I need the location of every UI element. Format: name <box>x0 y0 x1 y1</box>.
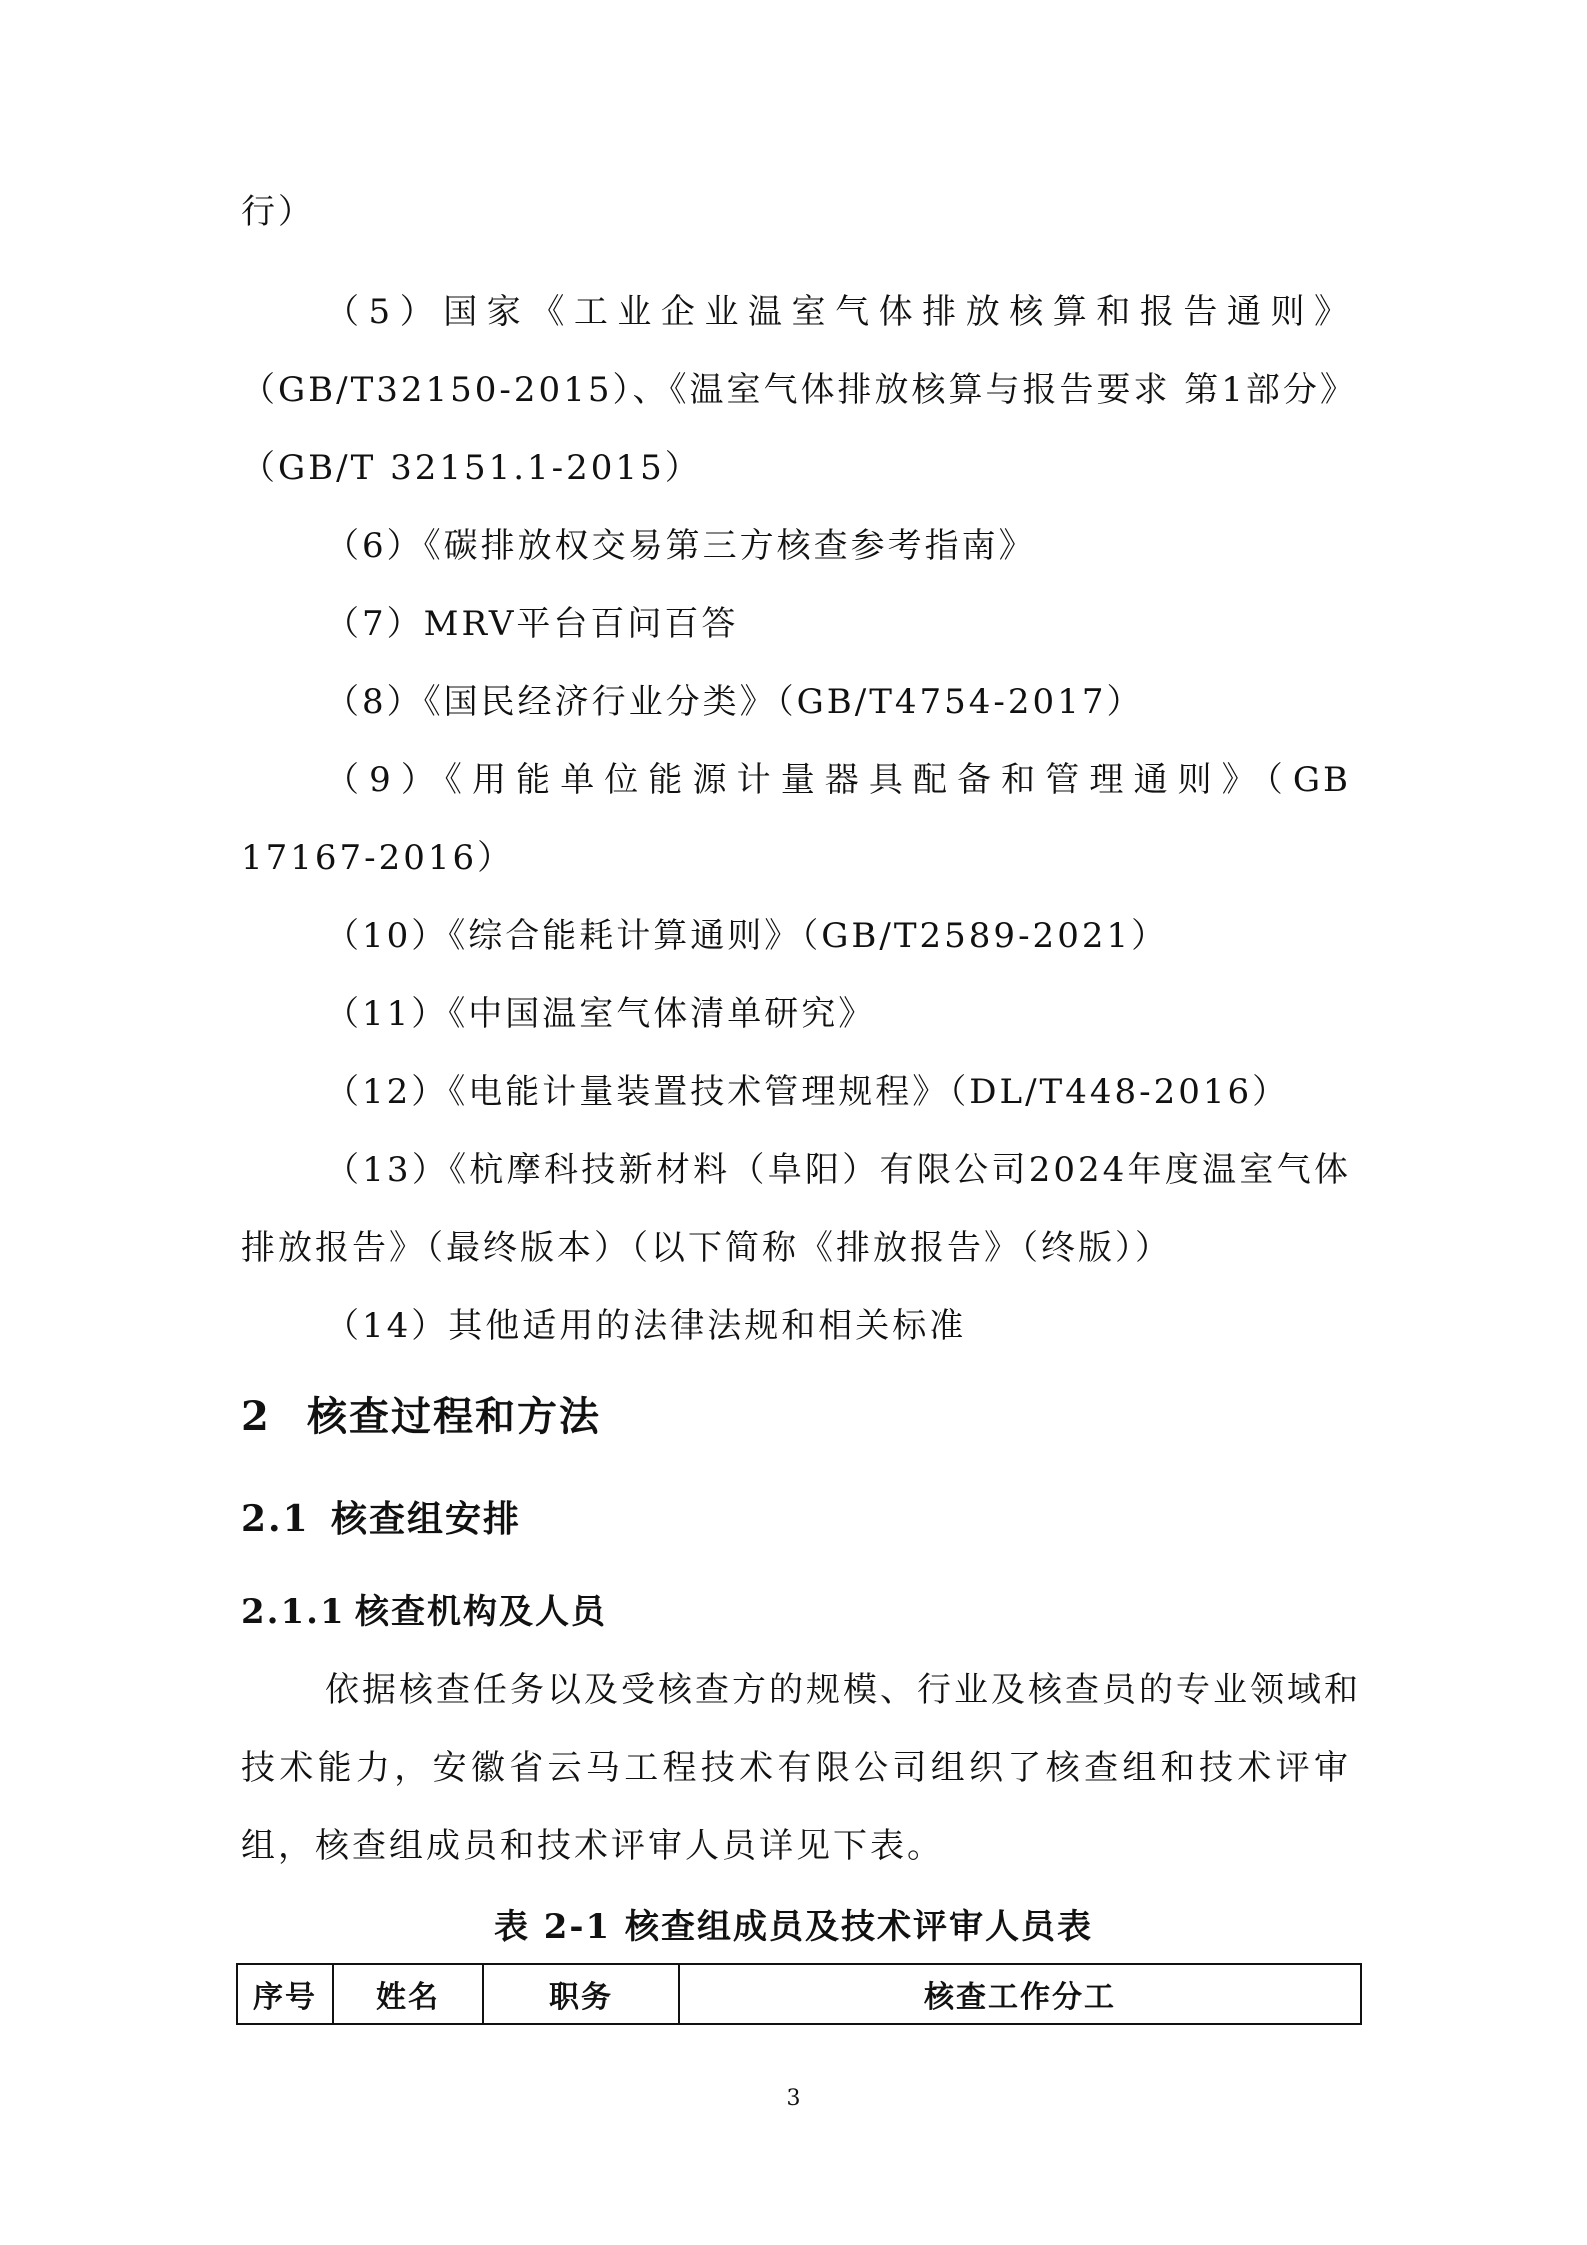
body-paragraph-line: 组，核查组成员和技术评审人员详见下表。 <box>241 1826 944 1866</box>
body-paragraph-line: 技术能力，安徽省云马工程技术有限公司组织了核查组和技术评审 <box>241 1748 1351 1788</box>
list-item-12: （12）《电能计量装置技术管理规程》（DL/T448-2016） <box>325 1072 1290 1112</box>
column-header-index: 序号 <box>237 1964 333 2024</box>
page-number: 3 <box>786 2086 801 2111</box>
column-header-duty: 核查工作分工 <box>679 1964 1361 2024</box>
section-title: 核查组安排 <box>331 1498 522 1540</box>
staff-table <box>236 1963 1362 2025</box>
body-paragraph-line: 依据核查任务以及受核查方的规模、行业及核查员的专业领域和 <box>325 1670 1361 1710</box>
list-item-8: （8）《国民经济行业分类》（GB/T4754-2017） <box>325 682 1144 722</box>
table-caption: 表 2-1 核查组成员及技术评审人员表 <box>493 1907 1094 1947</box>
section-heading-2 <box>241 1392 601 1442</box>
section-number: 2 <box>241 1393 271 1440</box>
table-header-row <box>237 1964 1361 2024</box>
section-number: 2.1 <box>241 1498 310 1540</box>
section-title: 核查机构及人员 <box>355 1592 607 1632</box>
list-item-5-cont: （GB/T32150-2015）、《温室气体排放核算与报告要求 第1部分》 <box>241 370 1357 410</box>
list-item-13-cont: 排放报告》（最终版本）（以下简称《排放报告》（终版）） <box>241 1228 1172 1268</box>
column-header-position: 职务 <box>483 1964 679 2024</box>
list-item-continuation: 行） <box>241 192 315 232</box>
list-item-11: （11）《中国温室气体清单研究》 <box>325 994 876 1034</box>
list-item-13: （13）《杭摩科技新材料（阜阳）有限公司2024年度温室气体 <box>325 1150 1351 1190</box>
list-item-5: （5）国家《工业企业温室气体排放核算和报告通则》 <box>325 292 1351 332</box>
section-number: 2.1.1 <box>241 1592 346 1632</box>
list-item-6: （6）《碳排放权交易第三方核查参考指南》 <box>325 526 1036 566</box>
list-item-5-cont: （GB/T 32151.1-2015） <box>241 448 702 488</box>
section-heading-2-1 <box>241 1496 521 1542</box>
list-item-9-cont: 17167-2016） <box>241 838 515 878</box>
column-header-name: 姓名 <box>333 1964 483 2024</box>
list-item-10: （10）《综合能耗计算通则》（GB/T2589-2021） <box>325 916 1169 956</box>
list-item-7: （7）MRV平台百问百答 <box>325 604 739 644</box>
list-item-9: （9）《用能单位能源计量器具配备和管理通则》（GB <box>325 760 1351 800</box>
section-title: 核查过程和方法 <box>307 1393 601 1440</box>
section-heading-2-1-1 <box>241 1590 607 1634</box>
list-item-14: （14）其他适用的法律法规和相关标准 <box>325 1306 967 1346</box>
